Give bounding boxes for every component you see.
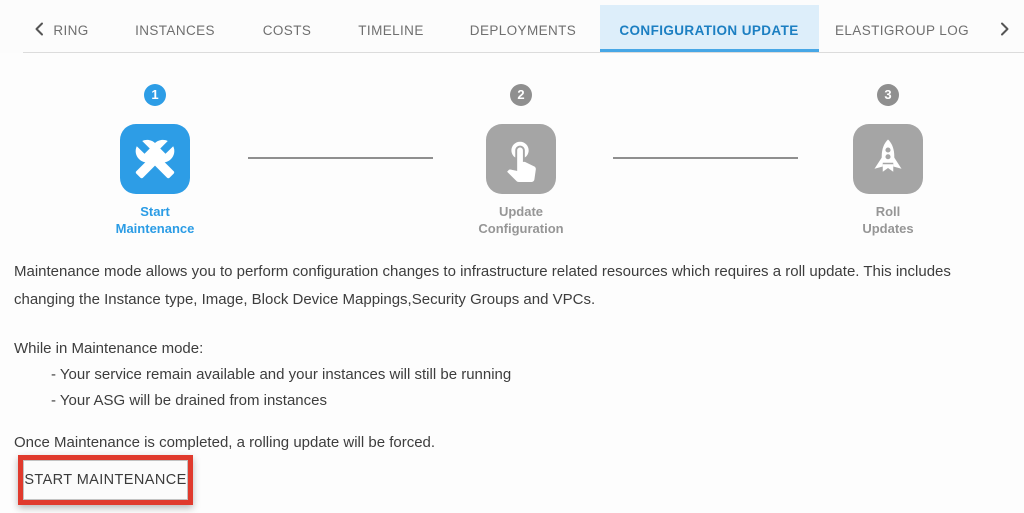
start-maintenance-button[interactable]: START MAINTENANCE [23,460,188,500]
step-label: Start Maintenance [115,204,195,236]
maintenance-point: - Your service remain available and your instances will still be running [51,366,512,383]
chevron-left-icon[interactable] [32,21,48,37]
step-label: Roll Updates [862,204,914,236]
step-update-configuration [441,84,601,237]
maintenance-description [14,258,1012,456]
tab-timeline[interactable]: TIMELINE [358,22,424,38]
tab-ring[interactable]: RING [53,22,89,38]
tab-configuration-update[interactable]: CONFIGURATION UPDATE [619,22,799,38]
rocket-icon [853,124,923,194]
step-start-maintenance [75,84,235,237]
step-roll-updates [808,84,968,237]
maintenance-point: - Your ASG will be drained from instances [51,392,327,409]
chevron-right-icon[interactable] [996,21,1012,37]
tab-bar [0,0,1024,53]
tab-deployments[interactable]: DEPLOYMENTS [469,22,577,38]
maintenance-mode-heading: While in Maintenance mode: [14,340,204,357]
step-number-badge: 3 [877,84,899,106]
tab-costs[interactable]: COSTS [262,22,312,38]
step-connector-line [248,157,433,159]
step-number-badge: 1 [144,84,166,106]
maintenance-intro-paragraph: Maintenance mode allows you to perform configuration changes to infrastructure related resources which requires a roll update. This includes changing the Instance type, Image, Block Device Mappings,Security Groups and VPCs. [14,263,951,308]
rolling-update-note: Once Maintenance is completed, a rolling update will be forced. [14,434,436,451]
red-annotation-box [18,455,193,505]
step-label: Update Configuration [478,204,564,236]
tab-instances[interactable]: INSTANCES [135,22,215,38]
tap-hand-icon [486,124,556,194]
tab-elastigroup-log[interactable]: ELASTIGROUP LOG [834,22,970,38]
tab-bar-divider [23,52,1024,53]
step-number-badge: 2 [510,84,532,106]
wrench-tools-icon [120,124,190,194]
step-connector-line [613,157,798,159]
